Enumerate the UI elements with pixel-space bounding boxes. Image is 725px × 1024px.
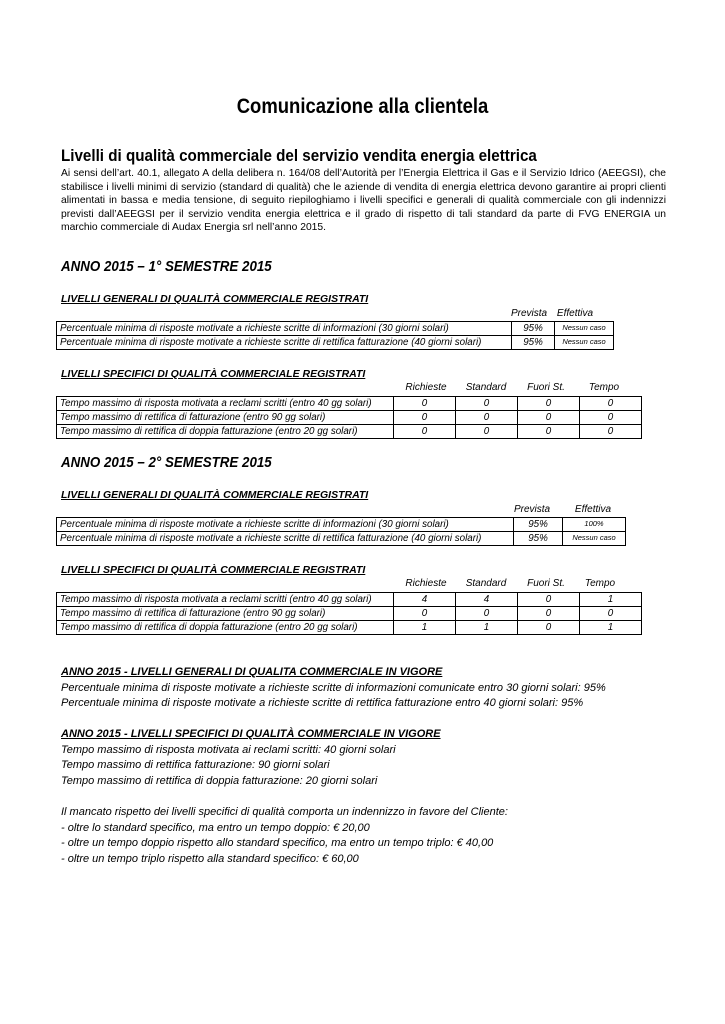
row-standard: 0 (456, 411, 518, 425)
semester-1-header-tempo: Tempo (588, 382, 620, 393)
row-fuori-st: 0 (518, 425, 580, 439)
row-richieste: 0 (394, 411, 456, 425)
row-fuori-st: 0 (518, 411, 580, 425)
row-effettiva: Nessun caso (555, 336, 614, 350)
page-title: Comunicazione alla clientela (236, 95, 489, 118)
intro-paragraph: Ai sensi dell’art. 40.1, allegato A della delibera n. 164/08 dell’Autorità per l’Energia Elettrica il Gas e il Servizio Idrico (AEEGSI), che stabilisce i livelli minimi di servizio (standard di qualità) che le aziende di vendita di energia elettrica devono garantire ai propri clienti alimentati in bassa e media tensione, di seguito riepiloghiamo i livelli specifici e generali di qualità commerciale con gli indennizzi previsti dall’AEEGSI per il servizio vendita energia elettrica e il grado di rispetto di tali standard da parte di FVG ENERGIA un marchio commerciale di Audax Energia srl nell’anno 2015. (61, 168, 666, 233)
compensation-line: - oltre lo standard specifico, ma entro un tempo doppio: € 20,00 (61, 821, 370, 834)
row-label: Tempo massimo di rettifica di doppia fatturazione (entro 20 gg solari) (57, 621, 394, 635)
specific-in-force-line: Tempo massimo di rettifica di doppia fatturazione: 20 giorni solari (61, 774, 378, 787)
semester-1-header-fuori-st: Fuori St. (527, 382, 565, 393)
table-row (57, 411, 642, 425)
row-label: Tempo massimo di rettifica di fatturazione (entro 90 gg solari) (57, 607, 394, 621)
row-tempo: 0 (580, 425, 642, 439)
table-row (57, 425, 642, 439)
row-standard: 0 (456, 397, 518, 411)
table-row (57, 336, 614, 350)
row-tempo: 0 (580, 607, 642, 621)
row-fuori-st: 0 (518, 621, 580, 635)
semester-1-specific-table (56, 396, 642, 439)
row-fuori-st: 0 (518, 397, 580, 411)
row-label: Percentuale minima di risposte motivate a richieste scritte di informazioni (30 giorni solari) (57, 518, 514, 532)
row-prevista: 95% (514, 532, 563, 546)
semester-1-header-prevista: Prevista (510, 308, 548, 319)
semester-2-header-fuori-st: Fuori St. (527, 578, 565, 589)
row-richieste: 0 (394, 425, 456, 439)
row-prevista: 95% (512, 322, 555, 336)
semester-1-general-title: LIVELLI GENERALI DI QUALITÀ COMMERCIALE REGISTRATI (61, 293, 369, 305)
semester-1-header-richieste: Richieste (405, 382, 447, 393)
semester-2-header-standard: Standard (465, 578, 507, 589)
row-label: Tempo massimo di risposta motivata a reclami scritti (entro 40 gg solari) (57, 397, 394, 411)
general-in-force-heading: ANNO 2015 - LIVELLI GENERALI DI QUALITA COMMERCIALE IN VIGORE (61, 666, 443, 678)
semester-2-heading: ANNO 2015 – 2° SEMESTRE 2015 (61, 455, 272, 471)
row-standard: 0 (456, 425, 518, 439)
row-richieste: 4 (394, 593, 456, 607)
row-standard: 0 (456, 607, 518, 621)
table-row (57, 532, 626, 546)
specific-in-force-block (61, 727, 441, 789)
specific-in-force-line: Tempo massimo di risposta motivata ai reclami scritti: 40 giorni solari (61, 743, 396, 756)
row-richieste: 0 (394, 607, 456, 621)
general-in-force-line: Percentuale minima di risposte motivate a richieste scritte di rettifica fatturazione entro 40 giorni solari: 95% (61, 697, 584, 709)
row-richieste: 0 (394, 397, 456, 411)
row-fuori-st: 0 (518, 607, 580, 621)
semester-2-general-title: LIVELLI GENERALI DI QUALITÀ COMMERCIALE REGISTRATI (61, 489, 369, 501)
semester-2-specific-table (56, 592, 642, 635)
semester-1-specific-title: LIVELLI SPECIFICI DI QUALITÀ COMMERCIALE REGISTRATI (61, 368, 366, 380)
row-effettiva: Nessun caso (555, 322, 614, 336)
row-standard: 4 (456, 593, 518, 607)
row-label: Percentuale minima di risposte motivate a richieste scritte di rettifica fatturazione (40 giorni solari) (57, 532, 514, 546)
general-in-force-line: Percentuale minima di risposte motivate a richieste scritte di informazioni comunicate entro 30 giorni solari: 95% (61, 681, 606, 694)
row-effettiva: 100% (563, 518, 626, 532)
row-tempo: 0 (580, 397, 642, 411)
compensation-block (61, 805, 508, 867)
specific-in-force-line: Tempo massimo di rettifica fatturazione: 90 giorni solari (61, 759, 330, 771)
semester-2-header-tempo: Tempo (584, 578, 616, 589)
row-label: Tempo massimo di rettifica di doppia fatturazione (entro 20 gg solari) (57, 425, 394, 439)
specific-in-force-heading: ANNO 2015 - LIVELLI SPECIFICI DI QUALITÀ COMMERCIALE IN VIGORE (61, 728, 441, 740)
semester-1-header-standard: Standard (465, 382, 507, 393)
compensation-line: - oltre un tempo triplo rispetto alla standard specifico: € 60,00 (61, 852, 359, 865)
table-row (57, 518, 626, 532)
semester-2-header-prevista: Prevista (513, 504, 551, 515)
row-label: Tempo massimo di risposta motivata a reclami scritti (entro 40 gg solari) (57, 593, 394, 607)
row-label: Tempo massimo di rettifica di fatturazione (entro 90 gg solari) (57, 411, 394, 425)
table-row (57, 607, 642, 621)
semester-1-header-effettiva: Effettiva (556, 308, 594, 319)
row-prevista: 95% (512, 336, 555, 350)
row-label: Percentuale minima di risposte motivate a richieste scritte di informazioni (30 giorni solari) (57, 322, 512, 336)
table-row (57, 397, 642, 411)
row-prevista: 95% (514, 518, 563, 532)
semester-2-specific-title: LIVELLI SPECIFICI DI QUALITÀ COMMERCIALE REGISTRATI (61, 564, 366, 576)
compensation-line: - oltre un tempo doppio rispetto allo standard specifico, ma entro un tempo triplo: € 40,00 (61, 837, 494, 849)
semester-2-general-table (56, 517, 626, 546)
table-row (57, 621, 642, 635)
row-fuori-st: 0 (518, 593, 580, 607)
row-standard: 1 (456, 621, 518, 635)
table-row (57, 322, 614, 336)
general-in-force-block (61, 665, 606, 712)
row-richieste: 1 (394, 621, 456, 635)
semester-2-header-richieste: Richieste (405, 578, 447, 589)
table-row (57, 593, 642, 607)
semester-1-heading: ANNO 2015 – 1° SEMESTRE 2015 (61, 259, 272, 275)
semester-1-general-table (56, 321, 614, 350)
document-subtitle: Livelli di qualità commerciale del servizio vendita energia elettrica (61, 147, 537, 165)
row-label: Percentuale minima di risposte motivate a richieste scritte di rettifica fatturazione (40 giorni solari) (57, 336, 512, 350)
compensation-intro: Il mancato rispetto dei livelli specifici di qualità comporta un indennizzo in favore del Cliente: (61, 806, 508, 818)
row-tempo: 0 (580, 411, 642, 425)
semester-2-header-effettiva: Effettiva (574, 504, 612, 515)
row-effettiva: Nessun caso (563, 532, 626, 546)
row-tempo: 1 (580, 593, 642, 607)
row-tempo: 1 (580, 621, 642, 635)
